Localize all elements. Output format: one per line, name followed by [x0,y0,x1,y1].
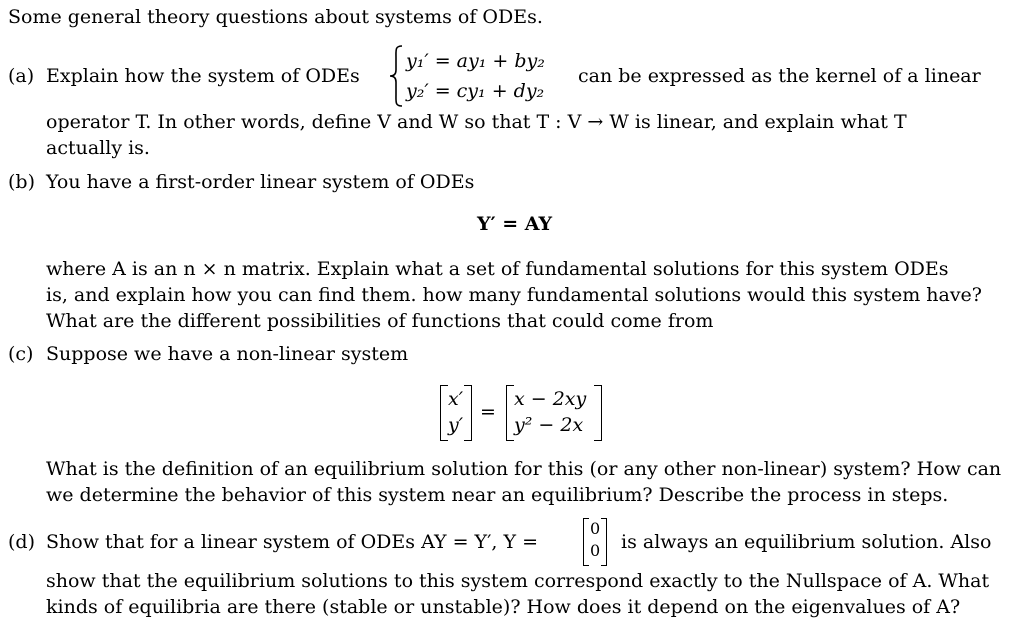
item-c-line-3: we determine the behavior of this system near an equilibrium? Describe the process in steps. [46,484,949,506]
intro-text: Some general theory questions about systems of ODEs. [8,6,543,28]
item-a-text-after: can be expressed as the kernel of a linear [578,65,981,87]
rhs-left-bracket [506,385,514,441]
item-d-text-before: Show that for a linear system of ODEs AY = Y′, Y = [46,531,538,553]
zero-right-bracket [601,518,607,566]
rhs-vector [506,385,602,441]
item-a-line-2: operator T. In other words, define V and W so that T : V → W is linear, and explain what T [46,111,907,133]
item-b-label: (b) [8,171,35,193]
left-brace-icon [388,44,404,108]
zero-left-bracket [583,518,589,566]
item-c-line-2: What is the definition of an equilibrium solution for this (or any other non-linear) system? How can [46,458,1002,480]
system-equals-sign: = [480,401,496,423]
zero-vector [583,518,607,566]
rhs-right-bracket [594,385,602,441]
item-b-line-3: is, and explain how you can find them. how many fundamental solutions would this system have? [46,284,982,306]
item-d-text-after: is always an equilibrium solution. Also [621,531,992,553]
rhs-top-entry: x − 2xy [514,388,587,410]
ode-system [388,44,568,108]
lhs-bottom-entry: y′ [448,414,464,436]
item-b-line-2: where A is an n × n matrix. Explain what a set of fundamental solutions for this system ODEs [46,258,949,280]
item-b-line-4: What are the different possibilities of functions that could come from [46,310,714,332]
zero-top-entry: 0 [590,519,601,538]
lhs-left-bracket [440,385,448,441]
item-a-text-before: Explain how the system of ODEs [46,65,360,87]
item-c-line-1: Suppose we have a non-linear system [46,343,409,365]
item-d-line-3: kinds of equilibria are there (stable or unstable)? How does it depend on the eigenvalues of A? [46,596,961,618]
lhs-top-entry: x′ [448,388,464,410]
item-d-label: (d) [8,531,35,553]
item-b-equation: Y′ = AY [477,213,553,235]
rhs-bottom-entry: y² − 2x [514,414,584,436]
lhs-right-bracket [464,385,472,441]
item-b-line-1: You have a first-order linear system of ODEs [46,171,475,193]
lhs-vector [440,385,472,441]
item-c-label: (c) [8,343,34,365]
item-a-line-3: actually is. [46,137,150,159]
item-a-label: (a) [8,65,35,87]
item-d-line-2: show that the equilibrium solutions to this system correspond exactly to the Nullspace of A. What [46,570,990,592]
system-equation-2: y₂′ = cy₁ + dy₂ [406,80,545,102]
system-equation-1: y₁′ = ay₁ + by₂ [406,50,545,72]
zero-bottom-entry: 0 [590,541,601,560]
